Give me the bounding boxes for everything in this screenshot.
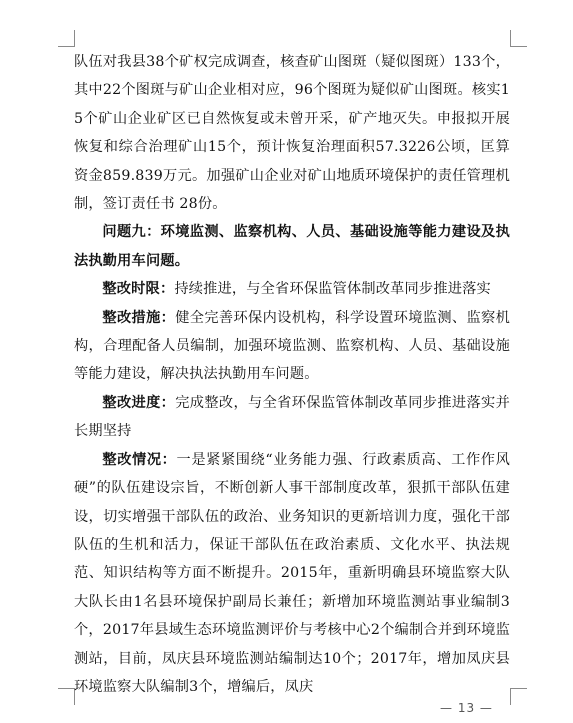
section-measures bbox=[74, 304, 510, 389]
section-status bbox=[74, 446, 510, 702]
section-text: 完成整改，与全省环保监管体制改革同步推进落实并长期坚持 bbox=[74, 394, 510, 440]
section-label: 整改情况： bbox=[102, 451, 177, 468]
section-text: 健全完善环保内设机构，科学设置环境监测、监察机构，合理配备人员编制，加强环境监测、监察机构、人员、基础设施等能力建设，解决执法执勤用车问题。 bbox=[74, 309, 510, 383]
document-body bbox=[74, 48, 510, 701]
issue-heading: 问题九：环境监测、监察机构、人员、基础设施等能力建设及执法执勤用车问题。 bbox=[74, 224, 510, 269]
crop-mark-top-right bbox=[510, 30, 527, 47]
section-label: 整改措施： bbox=[102, 309, 176, 326]
crop-mark-bottom-right bbox=[510, 688, 527, 705]
crop-mark-top-left bbox=[58, 30, 75, 47]
section-progress bbox=[74, 389, 510, 446]
section-text: 一是紧紧围绕“业务能力强、行政素质高、工作作风硬”的队伍建设宗旨，不断创新人事干部制度改革，狠抓干部队伍建设，切实增强干部队伍的政治、业务知识的更新培训力度，强化干部队伍的生机和活力，保证干部队伍在政治素质、文化水平、执法规范、知识结构等方面不断提升。2015年，重新明确县环境监察大队大队长由1名县环境保护副局长兼任；新增加环境监测站事业编制3个，2017年县域生态环境监测评价与考核中心2个编制合并到环境监测站，目前，凤庆县环境监测站编制达10个；2017年，增加凤庆县环境监察大队编制3个，增编后，凤庆 bbox=[74, 451, 510, 695]
crop-mark-bottom-left bbox=[58, 688, 75, 705]
section-deadline bbox=[74, 275, 510, 303]
page-number: — 13 — bbox=[440, 701, 493, 715]
section-text: 持续推进，与全省环保监管体制改革同步推进落实 bbox=[174, 281, 491, 298]
intro-paragraph: 队伍对我县38个矿权完成调查，核查矿山图斑（疑似图斑）133个，其中22个图斑与矿山企业相对应，96个图斑为疑似矿山图斑。核实15个矿山企业矿区已自然恢复或未曾开采，矿产地灭失。申报拟开展恢复和综合治理矿山15个，预计恢复治理面积57.3226公顷，匡算资金859.839万元。加强矿山企业对矿山地质环境保护的责任管理机制，签订责任书 28份。 bbox=[74, 54, 510, 213]
section-label: 整改时限： bbox=[102, 281, 175, 298]
section-label: 整改进度： bbox=[102, 394, 176, 411]
